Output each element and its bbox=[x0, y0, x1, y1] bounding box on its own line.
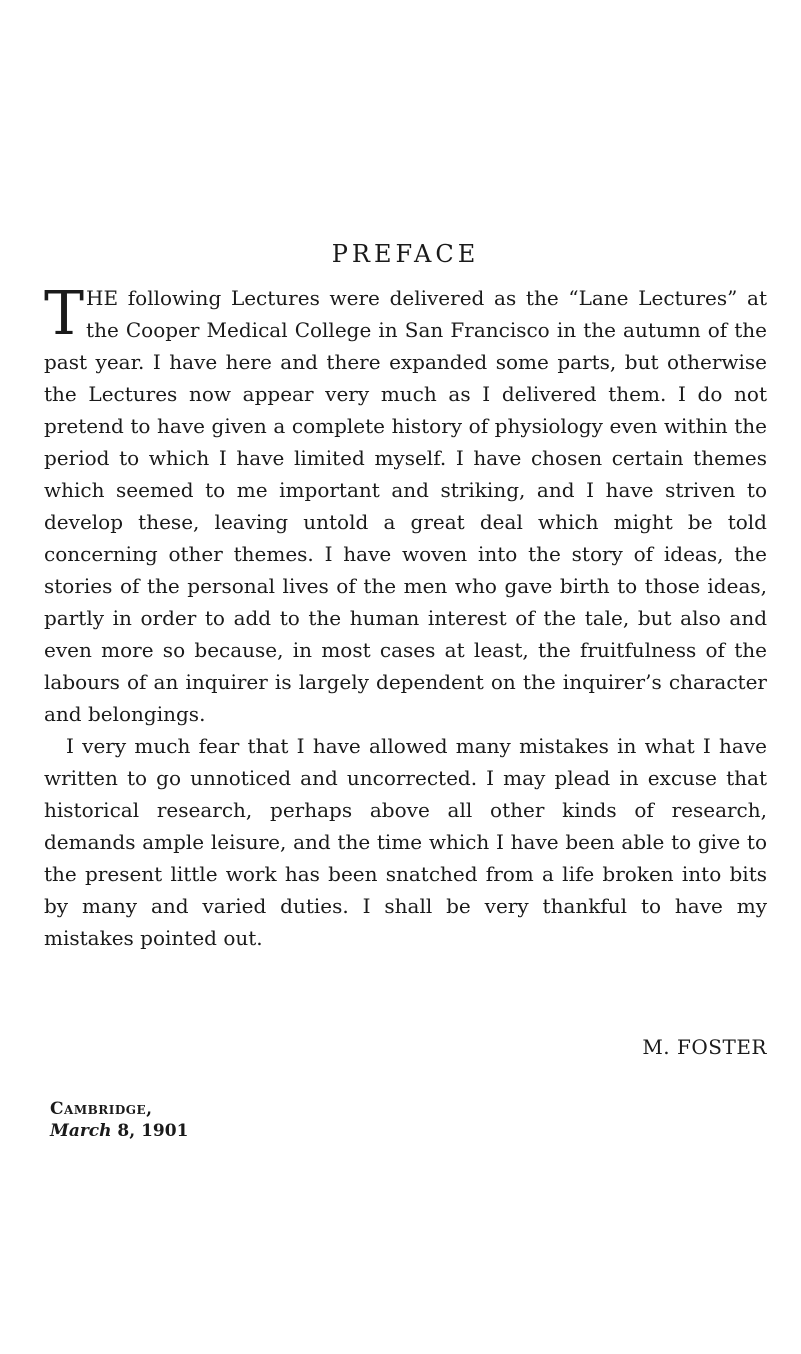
preface-body bbox=[44, 279, 767, 954]
paragraph-2: I very much fear that I have allowed many mistakes in what I have written to go unnoticed and uncorrected. I may plead in excuse that historical research, perhaps above all other kinds of research, demands ample leisure, and the time which I have been able to give to the present little work has been snatched from a life broken into bits by many and varied duties. I shall be very thankful to have my mistakes pointed out. bbox=[44, 734, 767, 950]
paragraph-1: THE following Lectures were delivered as the “Lane Lectures” at the Cooper Medical College in San Francisco in the autumn of the past year. I have here and there expanded some parts, but otherwise the Lectures now appear very much as I delivered them. I do not pretend to have given a complete history of physiology even within the period to which I have limited myself. I have chosen certain themes which seemed to me important and striking, and I have striven to develop these, leaving untold a great deal which might be told concerning other themes. I have woven into the story of ideas, the stories of the personal lives of the men who gave birth to those ideas, partly in order to add to the human interest of the tale, but also and even more so because, in most cases at least, the fruitfulness of the labours of an inquirer is largely dependent on the inquirer’s character and belongings. bbox=[44, 279, 767, 726]
place-name: Cambridge, bbox=[50, 1099, 153, 1119]
page bbox=[44, 0, 767, 1354]
author-signature: M. FOSTER bbox=[642, 1035, 767, 1059]
date-month: March bbox=[50, 1121, 112, 1141]
date-line bbox=[50, 1120, 188, 1142]
page-title: PREFACE bbox=[331, 240, 480, 269]
place-and-date bbox=[50, 1098, 188, 1142]
date-day-year: 8, 1901 bbox=[111, 1121, 189, 1141]
